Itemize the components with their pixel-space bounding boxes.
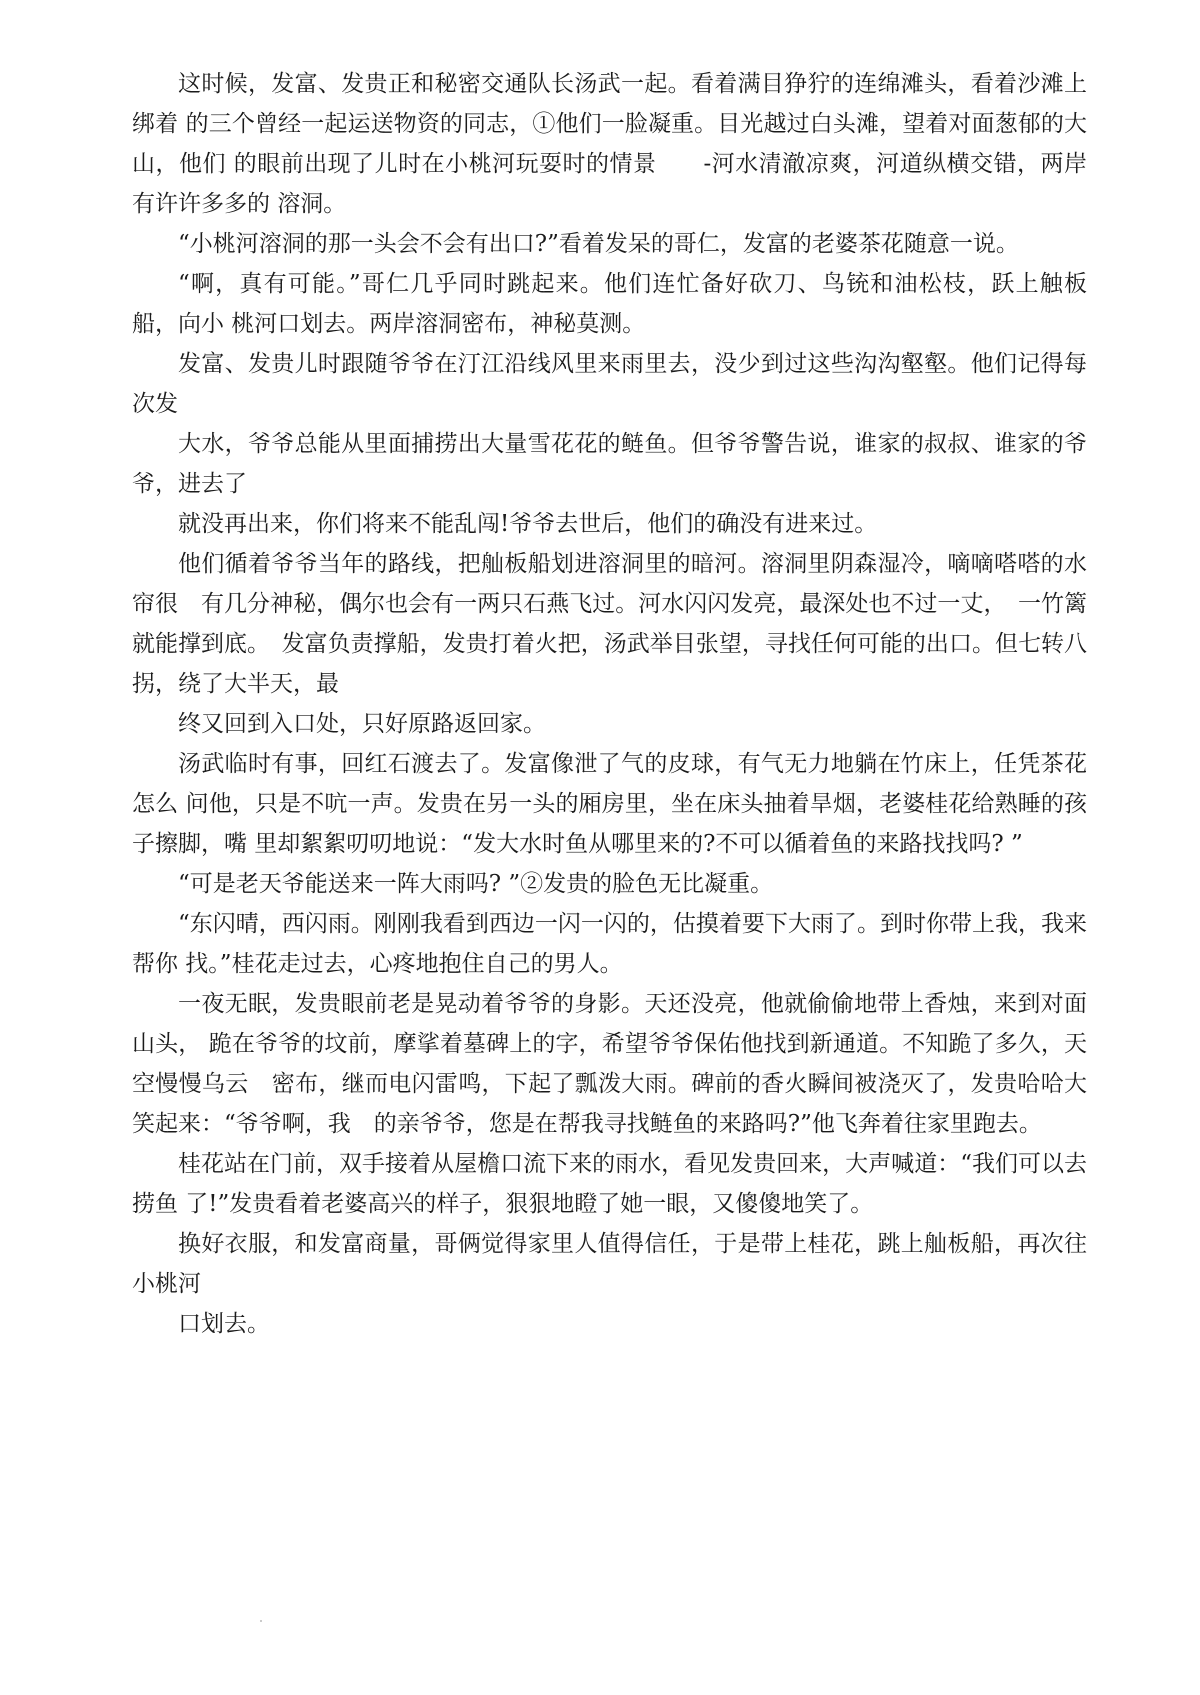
paragraph: 他们循着爷爷当年的路线，把舢板船划进溶洞里的暗河。溶洞里阴森湿冷，嘀嘀嗒嗒的水帘很 有几分神秘，偶尔也会有一两只石燕飞过。河水闪闪发亮，最深处也不过一丈， 一竹篱就能撑到底。 发富负责撑船，发贵打着火把，汤武举目张望，寻找任何可能的出口。但七转八拐，绕了大半天，最 [132, 551, 1087, 697]
paragraph: “可是老天爷能送来一阵大雨吗? ”②发贵的脸色无比凝重。 [178, 871, 774, 897]
paragraph: “小桃河溶洞的那一头会不会有出口?”看着发呆的哥仁，发富的老婆茶花随意一说。 [178, 231, 1019, 257]
paragraph: 这时候，发富、发贵正和秘密交通队长汤武一起。看着满目狰狞的连绵滩头，看着沙滩上绑着 的三个曾经一起运送物资的同志，①他们一脸凝重。目光越过白头滩，望着对面葱郁的大山，他们 的眼前出现了儿时在小桃河玩耍时的情景 -河水清澈凉爽，河道纵横交错，两岸有许许多多的 溶洞。 [132, 71, 1087, 217]
paragraph: 终又回到入口处，只好原路返回家。 [178, 711, 546, 737]
scan-speck [260, 1620, 262, 1622]
paragraph: “东闪晴，西闪雨。刚刚我看到西边一闪一闪的，估摸着要下大雨了。到时你带上我，我来帮你 找。”桂花走过去，心疼地抱住自己的男人。 [132, 911, 1087, 977]
paragraph: 汤武临时有事，回红石渡去了。发富像泄了气的皮球，有气无力地躺在竹床上，任凭茶花怎么 问他，只是不吭一声。发贵在另一头的厢房里，坐在床头抽着旱烟，老婆桂花给熟睡的孩子擦脚，嘴 里却絮絮叨叨地说：“发大水时鱼从哪里来的?不可以循着鱼的来路找找吗? ” [132, 751, 1087, 857]
paragraph: 大水，爷爷总能从里面捕捞出大量雪花花的鲢鱼。但爷爷警告说，谁家的叔叔、谁家的爷爷，进去了 [132, 431, 1087, 497]
paragraph: 就没再出来，你们将来不能乱闯!爷爷去世后，他们的确没有进来过。 [178, 511, 878, 537]
paragraph: 桂花站在门前，双手接着从屋檐口流下来的雨水，看见发贵回来，大声喊道：“我们可以去捞鱼 了!”发贵看着老婆高兴的样子，狠狠地瞪了她一眼，又傻傻地笑了。 [132, 1151, 1087, 1217]
document-body [132, 64, 1087, 1344]
paragraph: 一夜无眠，发贵眼前老是晃动着爷爷的身影。天还没亮，他就偷偷地带上香烛，来到对面山头， 跪在爷爷的坟前，摩挲着墓碑上的字，希望爷爷保佑他找到新通道。不知跪了多久，天空慢慢乌云 密布，继而电闪雷鸣，下起了瓢泼大雨。碑前的香火瞬间被浇灭了，发贵哈哈大笑起来：“爷爷啊，我 的亲爷爷，您是在帮我寻找鲢鱼的来路吗?”他飞奔着往家里跑去。 [132, 991, 1087, 1137]
paragraph: 发富、发贵儿时跟随爷爷在汀江沿线风里来雨里去，没少到过这些沟沟壑壑。他们记得每次发 [132, 351, 1087, 417]
paragraph: 换好衣服，和发富商量，哥俩觉得家里人值得信任，于是带上桂花，跳上舢板船，再次往小桃河 [132, 1231, 1087, 1297]
paragraph: 口划去。 [178, 1311, 270, 1337]
paragraph: “啊，真有可能。”哥仁几乎同时跳起来。他们连忙备好砍刀、鸟铳和油松枝，跃上触板船，向小 桃河口划去。两岸溶洞密布，神秘莫测。 [132, 271, 1087, 337]
